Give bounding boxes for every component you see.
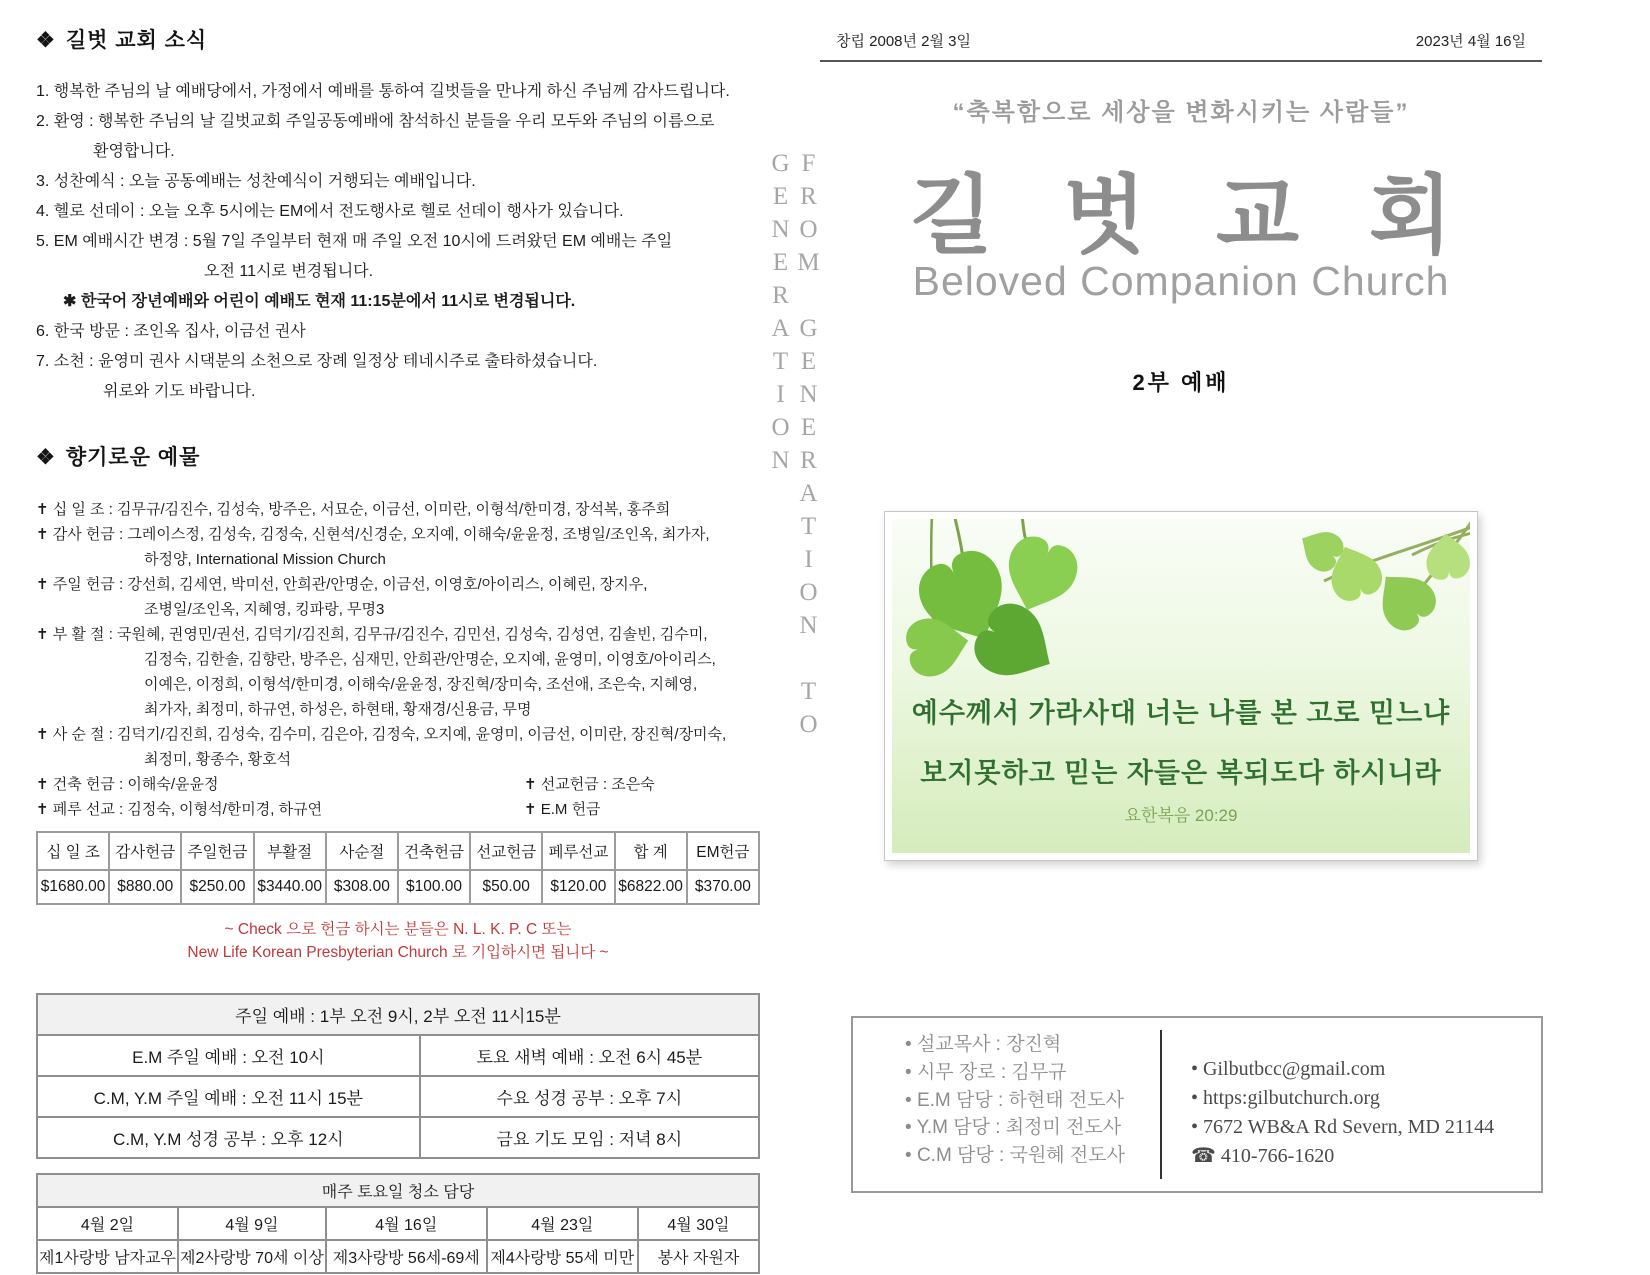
news-line: 3. 성찬예식 : 오늘 공동예배는 성찬예식이 거행되는 예배입니다.: [36, 173, 476, 190]
left-page: [36, 24, 760, 1274]
verse-text-line: 예수께서 가라사대 너는 나를 본 고로 믿느냐: [911, 698, 1451, 728]
offering-line: 최정미, 황종수, 황호석: [144, 751, 292, 768]
staff-item: • 시무 장로 : 김무규: [905, 1059, 1125, 1087]
contact-phone: ☎ 410-766-1620: [1191, 1145, 1335, 1167]
service-table-cell: 토요 새벽 예배 : 오전 6시 45분: [420, 1035, 759, 1076]
news-line: ✱ 한국어 장년예배와 어린이 예배도 현재 11:15분에서 11시로 변경됩니다.: [63, 293, 576, 310]
offering-line: ✝ 페루 선교 : 김정숙, 이형석/한미경, 하규연: [36, 801, 323, 818]
cleaning-date: 4월 23일: [487, 1207, 638, 1240]
leaves-illustration: [892, 519, 1470, 694]
offering-line: 이예은, 이정희, 이형석/한미경, 이해숙/윤윤정, 장진혁/장미숙, 조선애, 조은숙, 지혜영,: [144, 676, 698, 693]
right-page: [820, 0, 1542, 1275]
news-line: 오전 11시로 변경됩니다.: [204, 263, 374, 280]
offering-line: ✝ 주일 헌금 : 강선희, 김세연, 박미선, 안희관/안명순, 이금선, 이영호/아이리스, 이혜린, 장지우,: [36, 576, 648, 593]
cleaning-duty: 제4사랑방 55세 미만: [487, 1240, 638, 1273]
verse-reference: 요한복음 20:29: [1124, 806, 1238, 825]
cleaning-table-header-row: [37, 1174, 759, 1207]
service-table-cell: C.M, Y.M 주일 예배 : 오전 11시 15분: [37, 1076, 420, 1117]
offering-table-header: 건축헌금: [398, 832, 470, 870]
check-notice-line: ~ Check 으로 헌금 하시는 분들은 N. L. K. P. C 또는: [224, 921, 572, 938]
staff-list: [905, 1031, 1125, 1170]
staff-item: • C.M 담당 : 국원혜 전도사: [905, 1142, 1125, 1170]
offering-line: ✝ 부 활 절 : 국원혜, 권영민/권선, 김덕기/김진희, 김무규/김진수, 김민선, 김성숙, 김성연, 김솔빈, 김수미,: [36, 626, 708, 643]
church-name-english: Beloved Companion Church: [912, 258, 1450, 304]
offering-table-value: $50.00: [470, 870, 542, 904]
contact-divider: [1160, 1030, 1162, 1179]
offering-table-value: $880.00: [109, 870, 181, 904]
offering-table-header: 페루선교: [542, 832, 614, 870]
service-table-cell: E.M 주일 예배 : 오전 10시: [37, 1035, 420, 1076]
offering-line: 조병일/조인옥, 지혜영, 킹파랑, 무명3: [144, 601, 385, 618]
news-line: 5. EM 예배시간 변경 : 5월 7일 주일부터 현재 매 주일 오전 10시에 드려왔던 EM 예배는 주일: [36, 233, 673, 250]
cleaning-date: 4월 9일: [178, 1207, 326, 1240]
offering-line: 최가자, 최정미, 하규연, 하성은, 하현태, 황재경/신용금, 무명: [144, 701, 532, 718]
offering-table-header: 주일헌금: [181, 832, 253, 870]
diamond-icon: ❖: [36, 446, 56, 469]
offering-line: ✝ E.M 헌금: [524, 801, 601, 818]
bulletin-date: 2023년 4월 16일: [1415, 33, 1526, 50]
offering-line: 김정숙, 김한솔, 김향란, 방주은, 심재민, 안희관/안명순, 오지예, 윤영미, 이영호/아이리스,: [144, 651, 716, 668]
cleaning-date: 4월 30일: [638, 1207, 759, 1240]
news-list: [36, 77, 760, 407]
offering-table-header: 선교헌금: [470, 832, 542, 870]
offering-line: 하정양, International Mission Church: [144, 551, 386, 568]
verse-text-line: 보지못하고 믿는 자들은 복되도다 하시니라: [920, 758, 1442, 788]
offering-table-header: 부활절: [254, 832, 326, 870]
offering-line: ✝ 선교헌금 : 조은숙: [524, 776, 655, 793]
service-schedule-table: [36, 993, 760, 1159]
cleaning-table-duty-row: [37, 1240, 759, 1273]
offering-table-header: 사순절: [326, 832, 398, 870]
service-table-row: [37, 1076, 759, 1117]
news-line: 6. 한국 방문 : 조인옥 집사, 이금선 권사: [36, 323, 306, 340]
check-notice: [36, 918, 760, 964]
contact-address: • 7672 WB&A Rd Severn, MD 21144: [1191, 1113, 1494, 1142]
offering-table-header: EM헌금: [687, 832, 759, 870]
masthead: [820, 30, 1542, 62]
cleaning-duty: 제2사랑방 70세 이상: [178, 1240, 326, 1273]
offering-pair-row: [36, 797, 760, 822]
cleaning-table-title: 매주 토요일 청소 담당: [37, 1174, 759, 1207]
offering-line: ✝ 감사 헌금 : 그레이스정, 김성숙, 김정숙, 신현석/신경순, 오지예, 이해숙/윤윤정, 조병일/조인옥, 최가자,: [36, 526, 710, 543]
offering-table-value: $6822.00: [615, 870, 687, 904]
cleaning-date: 4월 2일: [37, 1207, 178, 1240]
service-table-cell: C.M, Y.M 성경 공부 : 오후 12시: [37, 1117, 420, 1158]
news-line: 위로와 기도 바랍니다.: [103, 383, 256, 400]
news-line: 4. 헬로 선데이 : 오늘 오후 5시에는 EM에서 전도행사로 헬로 선데이 행사가 있습니다.: [36, 203, 624, 220]
contact-website: • https:gilbutchurch.org: [1191, 1084, 1494, 1113]
diamond-icon: ❖: [36, 29, 56, 52]
spine-vertical-text: FROM GENERATION TO GENERATION: [767, 150, 822, 744]
service-table-header-row: [37, 994, 759, 1035]
church-name-korean: 길벗교회: [909, 168, 1523, 264]
offerings-list: [36, 497, 760, 822]
founded-date: 창립 2008년 2월 3일: [836, 33, 972, 50]
offering-amount-table: [36, 831, 760, 905]
offering-table-value: $100.00: [398, 870, 470, 904]
church-slogan: “축복함으로 세상을 변화시키는 사람들”: [952, 99, 1410, 126]
cleaning-duty: 제1사랑방 남자교우: [37, 1240, 178, 1273]
offerings-section-title: [36, 441, 760, 471]
offering-table-header-row: [37, 832, 759, 870]
offerings-title-text: 향기로운 예물: [65, 446, 201, 469]
news-line: 1. 행복한 주님의 날 예배당에서, 가정에서 예배를 통하여 길벗들을 만나게 하신 주님께 감사드립니다.: [36, 83, 730, 100]
offering-table-value: $1680.00: [37, 870, 109, 904]
news-line: 2. 환영 : 행복한 주님의 날 길벗교회 주일공동예배에 참석하신 분들을 우리 모두와 주님의 이름으로: [36, 113, 715, 130]
news-line: 환영합니다.: [93, 143, 175, 160]
staff-item: • E.M 담당 : 하현태 전도사: [905, 1087, 1125, 1115]
verse-picture: [892, 519, 1470, 853]
contact-info-list: [1191, 1055, 1494, 1171]
cleaning-table-date-row: [37, 1207, 759, 1240]
offering-line: ✝ 사 순 절 : 김덕기/김진희, 김성숙, 김수미, 김은아, 김정숙, 오지예, 윤영미, 이금선, 이미란, 장진혁/장미숙,: [36, 726, 727, 743]
contact-box: [851, 1016, 1543, 1193]
cleaning-duty: 봉사 자원자: [638, 1240, 759, 1273]
offering-line: ✝ 십 일 조 : 김무규/김진수, 김성숙, 방주은, 서묘순, 이금선, 이미란, 이형석/한미경, 장석복, 홍주희: [36, 501, 671, 518]
service-table-row: [37, 1035, 759, 1076]
offering-table-value: $250.00: [181, 870, 253, 904]
offering-table-value: $370.00: [687, 870, 759, 904]
cleaning-duty: 제3사랑방 56세-69세: [326, 1240, 487, 1273]
staff-item: • Y.M 담당 : 최정미 전도사: [905, 1114, 1125, 1142]
offering-table-value: $120.00: [542, 870, 614, 904]
service-table-cell: 수요 성경 공부 : 오후 7시: [420, 1076, 759, 1117]
cleaning-duty-table: [36, 1173, 760, 1274]
offering-table-header: 십 일 조: [37, 832, 109, 870]
check-notice-line: New Life Korean Presbyterian Church 로 기입하시면 됩니다 ~: [187, 944, 609, 961]
news-title-text: 길벗 교회 소식: [65, 29, 208, 52]
contact-email: • Gilbutbcc@gmail.com: [1191, 1055, 1494, 1084]
offering-table-value: $308.00: [326, 870, 398, 904]
offering-table-header: 감사헌금: [109, 832, 181, 870]
service-table-title: 주일 예배 : 1부 오전 9시, 2부 오전 11시15분: [37, 994, 759, 1035]
service-table-row: [37, 1117, 759, 1158]
offering-table-header: 합 계: [615, 832, 687, 870]
news-line: 7. 소천 : 윤영미 권사 시댁분의 소천으로 장례 일정상 테네시주로 출타하셨습니다.: [36, 353, 598, 370]
cleaning-date: 4월 16일: [326, 1207, 487, 1240]
verse-picture-frame: [884, 511, 1478, 861]
staff-item: • 설교목사 : 장진혁: [905, 1031, 1125, 1059]
offering-table-value: $3440.00: [254, 870, 326, 904]
offering-pair-row: [36, 772, 760, 797]
service-table-cell: 금요 기도 모임 : 저녁 8시: [420, 1117, 759, 1158]
offering-table-value-row: [37, 870, 759, 904]
offering-line: ✝ 건축 헌금 : 이해숙/윤윤정: [36, 776, 219, 793]
service-part-label: 2부 예배: [1132, 370, 1230, 395]
news-section-title: [36, 24, 760, 54]
